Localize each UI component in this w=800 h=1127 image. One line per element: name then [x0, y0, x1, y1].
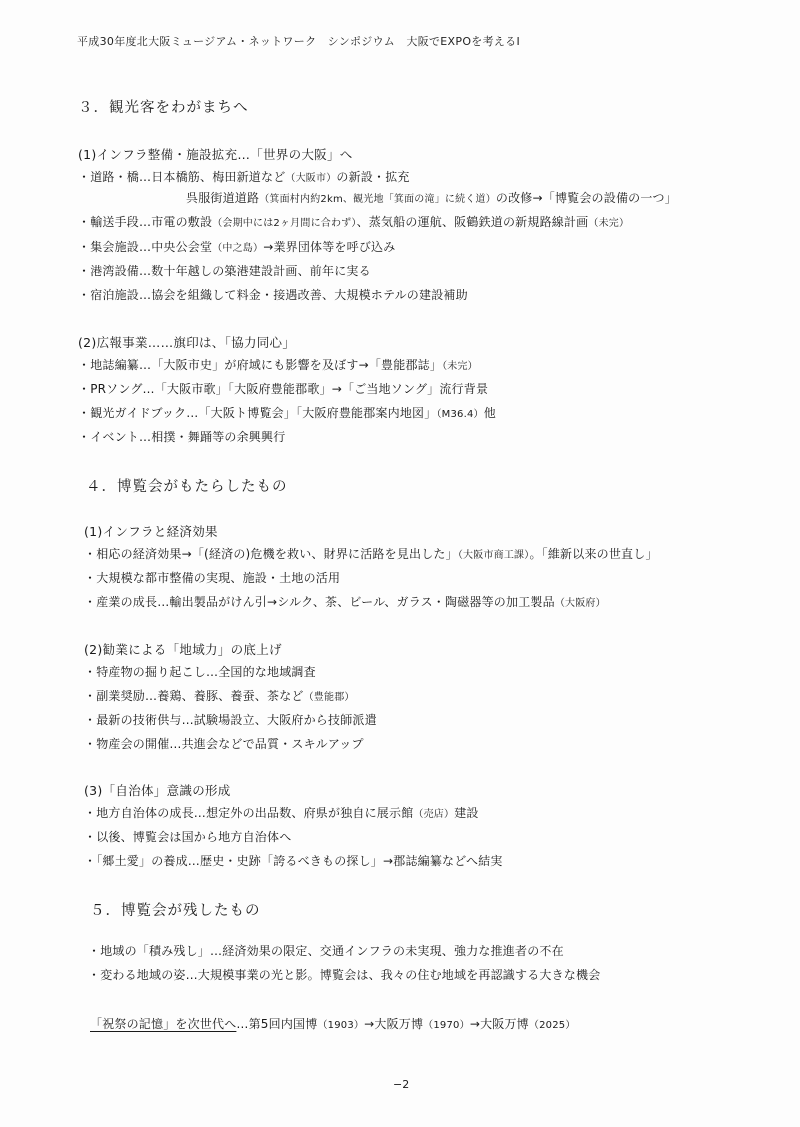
section-4-3-line-3: ・「郷土愛」の養成…歴史・史跡「誇るべきもの探し」→郡誌編纂などへ結実	[84, 854, 503, 868]
line-note: （箕面村内約2km、観光地「箕面の滝」に続く道）	[259, 194, 496, 205]
line-text: ・観光ガイドブック…「大阪ト博覧会」「大阪府豊能郡案内地図」	[78, 406, 437, 420]
closing-line	[90, 1015, 576, 1032]
line-text: ・産業の成長…輸出製品がけん引→シルク、茶、ビール、ガラス・陶磁器等の加工製品	[84, 595, 555, 609]
section-5-line-2: ・変わる地域の姿…大規模事業の光と影。博覧会は、我々の住む地域を再認識する大きな機会	[88, 968, 601, 982]
section-4-2-line-2	[84, 687, 355, 704]
line-text: …第5回内国博	[236, 1017, 318, 1031]
line-note: （未完）	[442, 361, 478, 372]
section-4-3-line-2: ・以後、博覧会は国から地方自治体へ	[84, 830, 292, 844]
line-text: 建設	[454, 806, 479, 820]
section-3-2-line-4: ・イベント…相撲・舞踊等の余興興行	[78, 430, 286, 444]
line-text: ・輸送手段…市電の敷設	[78, 215, 213, 229]
section-4-2-title: (2)勧業による「地域力」の底上げ	[84, 642, 282, 657]
line-note: （会期中には2ヶ月間に合わず）	[212, 218, 357, 229]
line-text: ・道路・橋…日本橋筋、梅田新道など	[78, 170, 286, 184]
year-note: （2025）	[528, 1020, 576, 1031]
section-3-1-line-2	[186, 189, 677, 206]
line-note: （中之島）	[212, 243, 264, 254]
line-note: （未完）	[588, 218, 630, 229]
line-text: →大阪万博	[364, 1017, 424, 1031]
year-note: （1970）	[423, 1020, 470, 1031]
line-note: （大阪市）	[285, 173, 337, 184]
section-3-1-line-1	[78, 168, 410, 185]
section-4-title: ４．博覧会がもたらしたもの	[86, 479, 288, 495]
line-text: ・副業奨励…養鶏、養豚、養蚕、茶など	[84, 689, 304, 703]
line-text: ・集会施設…中央公会堂	[78, 240, 213, 254]
section-3-2-line-3	[78, 404, 496, 421]
section-4-2-line-1: ・特産物の掘り起こし…全国的な地域調査	[84, 665, 316, 679]
line-note: （豊能郡）	[303, 692, 355, 703]
section-4-1-line-3	[84, 593, 606, 610]
section-3-1-line-5: ・港湾設備…数十年越しの築港建設計画、前年に実る	[78, 264, 371, 278]
section-4-1-line-1	[84, 545, 658, 562]
line-text: ・地方自治体の成長…想定外の出品数、府県が独自に展示館	[84, 806, 414, 820]
section-3-2-title: (2)広報事業……旗印は、「協力同心」	[78, 335, 296, 350]
section-4-2-line-3: ・最新の技術供与…試験場設立、大阪府から技師派遣	[84, 713, 377, 727]
line-note: （大阪府）	[554, 598, 606, 609]
line-text: 呉服街道道路	[186, 191, 260, 205]
section-3-title: ３．観光客をわがまちへ	[78, 100, 249, 116]
line-text: の新設・拡充	[336, 170, 410, 184]
section-4-3-title: (3)「自治体」意識の形成	[84, 783, 231, 798]
section-3-2-line-2: ・PRソング…「大阪市歌」「大阪府豊能郡歌」→「ご当地ソング」流行背景	[78, 382, 489, 396]
line-text: ・相応の経済効果→「(経済の)危機を救い、財界に活路を見出した」	[84, 547, 458, 561]
section-4-1-line-2: ・大規模な都市整備の実現、施設・土地の活用	[84, 571, 341, 585]
line-note: （M36.4）	[436, 409, 484, 420]
line-text: 、蒸気船の運航、阪鶴鉄道の新規路線計画	[356, 215, 589, 229]
line-note: （大阪市商工課）	[457, 550, 530, 561]
line-text: →大阪万博	[469, 1017, 529, 1031]
section-4-1-title: (1)インフラと経済効果	[84, 524, 218, 539]
line-text: →業界団体等を呼び込み	[263, 240, 396, 254]
section-3-1-line-3	[78, 213, 629, 230]
line-note: （売店）	[413, 809, 455, 820]
closing-underlined-phrase: 「祝祭の記憶」を次世代へ	[90, 1017, 237, 1031]
section-5-title: ５．博覧会が残したもの	[90, 903, 261, 919]
section-3-2-line-1	[78, 356, 478, 373]
page-number: −2	[393, 1078, 410, 1091]
section-5-line-1: ・地域の「積み残し」…経済効果の限定、交通インフラの未実現、強力な推進者の不在	[88, 944, 564, 958]
section-4-3-line-1	[84, 804, 479, 821]
section-4-2-line-4: ・物産会の開催…共進会などで品質・スキルアップ	[84, 737, 364, 751]
line-text: ・地誌編纂…「大阪市史」が府域にも影響を及ぼす→「豊能郡誌」	[78, 358, 443, 372]
section-3-1-line-6: ・宿泊施設…協会を組織して料金・接遇改善、大規模ホテルの建設補助	[78, 288, 468, 302]
section-3-1-title: (1)インフラ整備・施設拡充…「世界の大阪」へ	[78, 147, 353, 162]
running-header: 平成30年度北大阪ミュージアム・ネットワーク シンポジウム 大阪でEXPOを考えるⅠ	[77, 35, 521, 48]
line-text: の改修→「博覧会の設備の一つ」	[495, 191, 677, 205]
section-3-1-line-4	[78, 238, 395, 255]
line-text: 他	[483, 406, 496, 420]
line-text: 。「維新以来の世直し」	[529, 547, 658, 561]
year-note: （1903）	[317, 1020, 365, 1031]
